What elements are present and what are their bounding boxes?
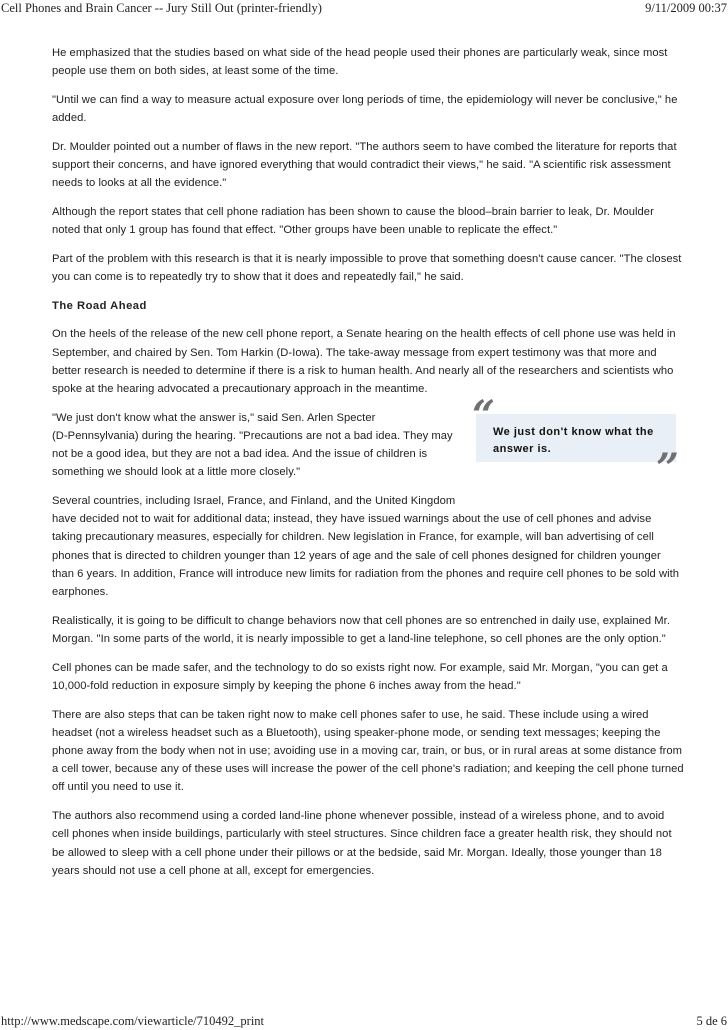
paragraph-epidemiology-quote: "Until we can find a way to measure actual exposure over long periods of time, the epidemiology will never be conclusive," he added. bbox=[52, 93, 678, 125]
section-heading: The Road Ahead bbox=[52, 299, 147, 312]
paragraph-blood-brain-barrier: Although the report states that cell phone radiation has been shown to cause the blood–brain barrier to leak, Dr. Moulder noted that only 1 group has found that effect. "Other groups have been unable to replicate the effect." bbox=[52, 205, 654, 237]
paragraph-safety-steps: There are also steps that can be taken right now to make cell phones safer to use, he said. These include using a wired headset (not a wireless headset such as a Bluetooth), using speaker-phone mode, or sending text messages; keeping the phone away from the body when not in use; avoiding use in a moving car, train, or bus, or in rural areas at some distance from a cell tower, because any of these uses will increase the power of the cell phone's radiation; and keeping the cell phone turned off until you need to use it. bbox=[52, 708, 684, 794]
page-number: 5 de 6 bbox=[696, 1014, 727, 1028]
article-body bbox=[52, 44, 684, 890]
specter-line-1: "We just don't know what the answer is," said Sen. Arlen Specter bbox=[52, 411, 376, 424]
countries-line-1: Several countries, including Israel, France, and Finland, and the United Kingdom bbox=[52, 495, 456, 508]
source-url: http://www.medscape.com/viewarticle/710492_print bbox=[1, 1014, 265, 1028]
paragraph-recommendations: The authors also recommend using a corded land-line phone whenever possible, instead of a wireless phone, and to avoid cell phones when inside buildings, particularly with steel structures. Since children face a greater health risk, they should not be allowed to sleep with a cell phone under their pillows or at the bedside, said Mr. Morgan. Ideally, those younger than 18 years should not use a cell phone at all, except for emergencies. bbox=[52, 810, 672, 877]
print-datetime: 9/11/2009 00:37 bbox=[645, 1, 727, 15]
print-footer bbox=[0, 1013, 728, 1029]
pull-quote-text: We just don't know what the answer is. bbox=[493, 425, 654, 455]
specter-line-4: something we should look at a little more closely." bbox=[52, 466, 301, 479]
pull-quote-box bbox=[476, 414, 676, 462]
specter-line-2: (D-Pennsylvania) during the hearing. "Precautions are not a bad idea. They may bbox=[52, 429, 453, 442]
close-quote-icon: ” bbox=[656, 444, 680, 492]
paragraph-prove-negative: Part of the problem with this research is that it is nearly impossible to prove that something doesn't cause cancer. "The closest you can come is to repeatedly try to show that it does and repeatedly fail," he said. bbox=[52, 252, 682, 284]
open-quote-icon: “ bbox=[472, 391, 496, 439]
paragraph-senate-hearing: On the heels of the release of the new cell phone report, a Senate hearing on the health effects of cell phone use was held in September, and chaired by Sen. Tom Harkin (D-Iowa). The take-away message from expert testimony was that more and better research is needed to determine if there is a risk to human health. And nearly all of the researchers and scientists who spoke at the hearing advocated a precautionary approach in the meantime. bbox=[52, 328, 676, 396]
paragraph-countries-warnings bbox=[52, 492, 684, 601]
document-title: Cell Phones and Brain Cancer -- Jury Still Out (printer-friendly) bbox=[1, 1, 322, 15]
specter-line-3: not be a good idea, but they are not a bad idea. And the issue of children is bbox=[52, 448, 428, 461]
paragraph-weak-studies: He emphasized that the studies based on what side of the head people used their phones are particularly weak, since most people use them on both sides, at least some of the time. bbox=[52, 47, 668, 78]
print-header bbox=[0, 0, 728, 16]
countries-rest: have decided not to wait for additional data; instead, they have issued warnings about the use of cell phones and advise taking precautionary measures, especially for children. New legislation in France, for example, will ban advertising of cell phones that is directed to children younger than 12 years of age and the sale of cell phones designed for children younger than 6 years. In addition, France will introduce new limits for radiation from the phones and require cell phones to be sold with earphones. bbox=[52, 513, 680, 599]
paragraph-safer-phones: Cell phones can be made safer, and the technology to do so exists right now. For example, said Mr. Morgan, "you can get a 10,000-fold reduction in exposure simply by keeping the phone 6 inches away from the head." bbox=[52, 661, 668, 692]
paragraph-behavior-change: Realistically, it is going to be difficult to change behaviors now that cell phones are so entrenched in daily use, explained Mr. Morgan. "In some parts of the world, it is nearly impossible to get a land-line telephone, so cell phones are the only option." bbox=[52, 614, 670, 645]
specter-quote-block bbox=[52, 391, 684, 492]
paragraph-report-flaws: Dr. Moulder pointed out a number of flaws in the new report. "The authors seem to have combed the literature for reports that support their concerns, and have ignored everything that would contradict their views," he said. "A scientific risk assessment needs to looks at all the evidence." bbox=[52, 140, 677, 190]
